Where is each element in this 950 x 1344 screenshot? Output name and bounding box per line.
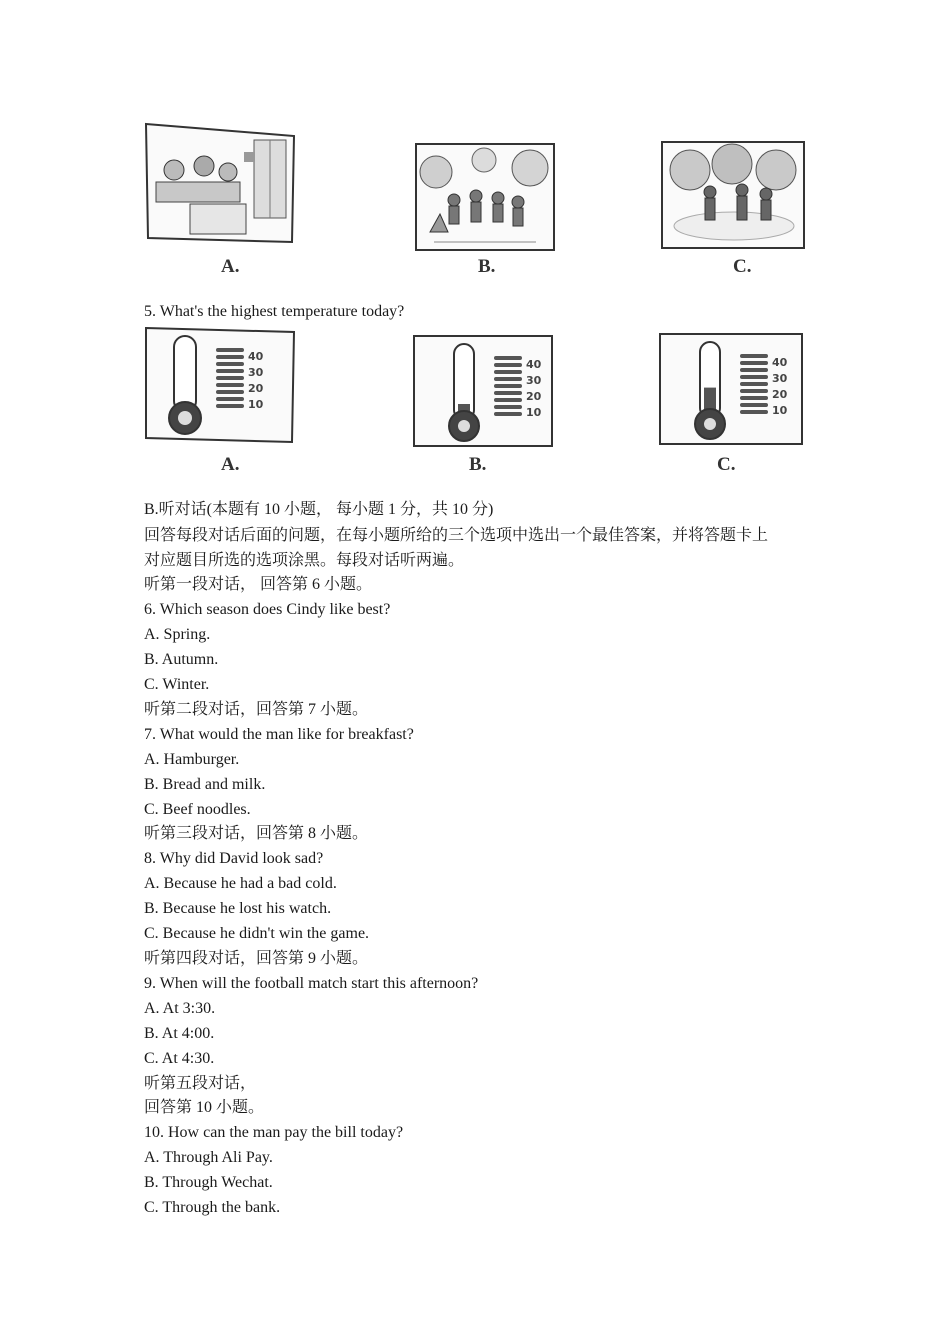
scale-tick-c-0: 40 [772,356,788,369]
scale-bar [494,370,522,374]
scale-bar [216,355,244,359]
scale-tick-b-3: 10 [526,406,542,419]
scale-bar [740,361,768,365]
dialogue-1-intro: 听第一段对话， 回答第 6 小题。 [144,576,373,593]
thermometer-b-label: B. [469,454,487,475]
scale-tick-a-3: 10 [248,398,264,411]
scale-bar [216,397,244,401]
scale-bar [740,368,768,372]
scale-bar [216,383,244,387]
thermometer-c [658,332,804,446]
picture-a-label: A. [221,256,240,277]
question-6-option-c: C. Winter. [144,676,210,693]
scale-bar [494,405,522,409]
section-b-instruction-1: 回答每段对话后面的问题，在每小题所给的三个选项中选出一个最佳答案，并将答题卡上 [144,527,769,544]
scale-tick-a-1: 30 [248,366,264,379]
question-8-option-a: A. Because he had a bad cold. [144,875,337,892]
question-9: 9. When will the football match start this afternoon? [144,975,479,992]
section-b-heading: B.听对话(本题有 10 小题， 每小题 1 分，共 10 分) [144,501,494,518]
scale-tick-a-0: 40 [248,350,264,363]
question-6-option-b: B. Autumn. [144,651,219,668]
scale-tick-b-1: 30 [526,374,542,387]
question-10-option-a: A. Through Ali Pay. [144,1149,273,1166]
scale-bar [740,375,768,379]
picture-c-snow-play [660,140,806,250]
dialogue-5-intro-1: 听第五段对话， [144,1075,257,1092]
scale-tick-a-2: 20 [248,382,264,395]
dialogue-3-intro: 听第三段对话，回答第 8 小题。 [144,825,369,842]
scale-bar [216,348,244,352]
scale-bar [740,396,768,400]
thermometer-b [412,334,554,448]
scale-tick-b-2: 20 [526,390,542,403]
scale-bar [494,363,522,367]
scale-bar [216,362,244,366]
scale-bar [494,356,522,360]
picture-b-picnic [414,142,556,252]
question-7: 7. What would the man like for breakfast? [144,726,414,743]
question-7-option-c: C. Beef noodles. [144,801,251,818]
dialogue-4-intro: 听第四段对话，回答第 9 小题。 [144,950,369,967]
scale-bar [494,398,522,402]
scale-bar [216,390,244,394]
scale-bar [740,382,768,386]
scale-bar [740,389,768,393]
question-7-option-a: A. Hamburger. [144,751,240,768]
scale-bar [216,376,244,380]
thermometer-c-label: C. [717,454,736,475]
thermometer-a-label: A. [221,454,240,475]
scale-tick-b-0: 40 [526,358,542,371]
question-9-option-a: A. At 3:30. [144,1000,216,1017]
section-b-instruction-2: 对应题目所选的选项涂黑。每段对话听两遍。 [144,552,465,569]
picture-c-label: C. [733,256,752,277]
question-10-option-b: B. Through Wechat. [144,1174,273,1191]
scale-bar [494,377,522,381]
question-10: 10. How can the man pay the bill today? [144,1124,404,1141]
question-10-option-c: C. Through the bank. [144,1199,281,1216]
scale-tick-c-3: 10 [772,404,788,417]
scale-bar [494,412,522,416]
scale-bar [740,410,768,414]
question-8: 8. Why did David look sad? [144,850,324,867]
question-9-option-b: B. At 4:00. [144,1025,215,1042]
picture-a-sick-in-bed [144,122,296,246]
question-6-option-a: A. Spring. [144,626,211,643]
scale-bar [494,384,522,388]
question-7-option-b: B. Bread and milk. [144,776,266,793]
question-8-option-b: B. Because he lost his watch. [144,900,332,917]
question-5: 5. What's the highest temperature today? [144,303,405,320]
question-8-option-c: C. Because he didn't win the game. [144,925,370,942]
dialogue-5-intro-2: 回答第 10 小题。 [144,1099,265,1116]
scale-bar [740,403,768,407]
question-9-option-c: C. At 4:30. [144,1050,215,1067]
scale-bar [494,391,522,395]
scale-bar [216,404,244,408]
question-6: 6. Which season does Cindy like best? [144,601,391,618]
scale-bar [740,354,768,358]
scale-bar [216,369,244,373]
scale-tick-c-1: 30 [772,372,788,385]
scale-tick-c-2: 20 [772,388,788,401]
thermometer-a [144,326,296,444]
dialogue-2-intro: 听第二段对话，回答第 7 小题。 [144,701,369,718]
picture-b-label: B. [478,256,496,277]
